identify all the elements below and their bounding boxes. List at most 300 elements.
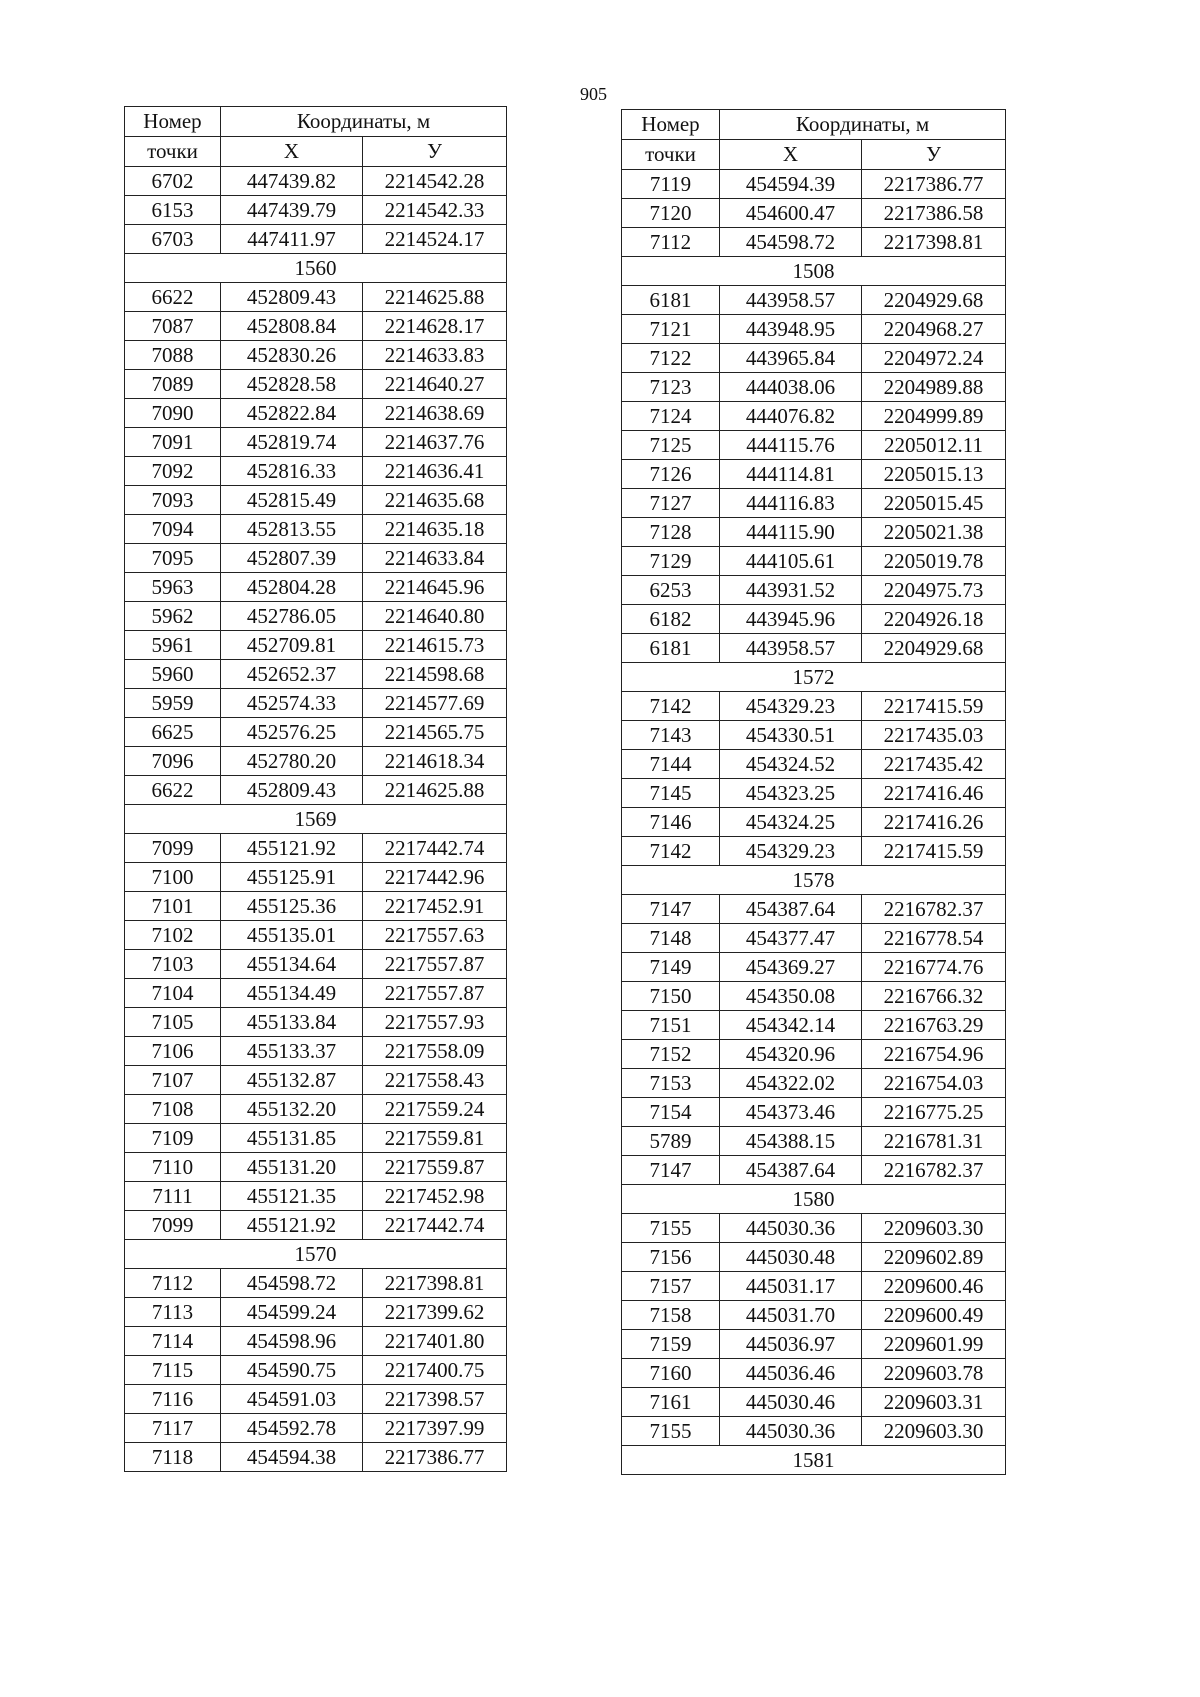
- y-coordinate-cell: 2209603.30: [862, 1214, 1006, 1243]
- table-row: [622, 895, 1006, 924]
- header-point-line1: Номер: [125, 107, 221, 137]
- point-number-cell: 6622: [125, 283, 221, 312]
- table-row: [125, 1443, 507, 1472]
- table-row: [125, 631, 507, 660]
- table-row: [622, 431, 1006, 460]
- point-number-cell: 6181: [622, 286, 720, 315]
- table-row: [622, 779, 1006, 808]
- coordinates-table-right: [621, 109, 1006, 1475]
- x-coordinate-cell: 455125.36: [221, 892, 363, 921]
- point-number-cell: 7091: [125, 428, 221, 457]
- y-coordinate-cell: 2217386.58: [862, 199, 1006, 228]
- y-coordinate-cell: 2205019.78: [862, 547, 1006, 576]
- x-coordinate-cell: 452807.39: [221, 544, 363, 573]
- y-coordinate-cell: 2216766.32: [862, 982, 1006, 1011]
- y-coordinate-cell: 2216778.54: [862, 924, 1006, 953]
- x-coordinate-cell: 454387.64: [720, 1156, 862, 1185]
- x-coordinate-cell: 454594.38: [221, 1443, 363, 1472]
- header-row: [622, 110, 1006, 140]
- point-number-cell: 6622: [125, 776, 221, 805]
- x-coordinate-cell: 454598.72: [720, 228, 862, 257]
- point-number-cell: 7112: [622, 228, 720, 257]
- x-coordinate-cell: 455133.84: [221, 1008, 363, 1037]
- x-coordinate-cell: 444105.61: [720, 547, 862, 576]
- table-row: [622, 1156, 1006, 1185]
- point-number-cell: 7110: [125, 1153, 221, 1182]
- table-row: [125, 225, 507, 254]
- table-row: [125, 515, 507, 544]
- y-coordinate-cell: 2204929.68: [862, 634, 1006, 663]
- point-number-cell: 7150: [622, 982, 720, 1011]
- x-coordinate-cell: 454324.25: [720, 808, 862, 837]
- point-number-cell: 7092: [125, 457, 221, 486]
- y-coordinate-cell: 2216774.76: [862, 953, 1006, 982]
- y-coordinate-cell: 2217415.59: [862, 837, 1006, 866]
- header-point-line1: Номер: [622, 110, 720, 140]
- table-row: [622, 1330, 1006, 1359]
- y-coordinate-cell: 2217397.99: [363, 1414, 507, 1443]
- header-x: X: [221, 137, 363, 167]
- section-number: 1570: [125, 1240, 507, 1269]
- point-number-cell: 7104: [125, 979, 221, 1008]
- section-row: [622, 1185, 1006, 1214]
- table-row: [125, 892, 507, 921]
- x-coordinate-cell: 454377.47: [720, 924, 862, 953]
- x-coordinate-cell: 452809.43: [221, 776, 363, 805]
- section-row: [622, 257, 1006, 286]
- x-coordinate-cell: 455132.20: [221, 1095, 363, 1124]
- point-number-cell: 7143: [622, 721, 720, 750]
- y-coordinate-cell: 2214524.17: [363, 225, 507, 254]
- x-coordinate-cell: 455132.87: [221, 1066, 363, 1095]
- y-coordinate-cell: 2204929.68: [862, 286, 1006, 315]
- point-number-cell: 5789: [622, 1127, 720, 1156]
- header-y: У: [862, 140, 1006, 170]
- y-coordinate-cell: 2216754.03: [862, 1069, 1006, 1098]
- table-row: [622, 199, 1006, 228]
- header-row: [125, 107, 507, 137]
- point-number-cell: 5963: [125, 573, 221, 602]
- y-coordinate-cell: 2217386.77: [363, 1443, 507, 1472]
- x-coordinate-cell: 452809.43: [221, 283, 363, 312]
- y-coordinate-cell: 2214635.18: [363, 515, 507, 544]
- point-number-cell: 7106: [125, 1037, 221, 1066]
- table-row: [125, 370, 507, 399]
- point-number-cell: 7099: [125, 1211, 221, 1240]
- table-row: [622, 576, 1006, 605]
- y-coordinate-cell: 2217559.81: [363, 1124, 507, 1153]
- point-number-cell: 7109: [125, 1124, 221, 1153]
- section-number: 1569: [125, 805, 507, 834]
- x-coordinate-cell: 454592.78: [221, 1414, 363, 1443]
- table-row: [125, 312, 507, 341]
- x-coordinate-cell: 443965.84: [720, 344, 862, 373]
- y-coordinate-cell: 2217416.26: [862, 808, 1006, 837]
- point-number-cell: 7100: [125, 863, 221, 892]
- table-row: [125, 747, 507, 776]
- x-coordinate-cell: 455121.92: [221, 834, 363, 863]
- point-number-cell: 7125: [622, 431, 720, 460]
- table-row: [622, 402, 1006, 431]
- point-number-cell: 7158: [622, 1301, 720, 1330]
- section-number: 1581: [622, 1446, 1006, 1475]
- x-coordinate-cell: 454600.47: [720, 199, 862, 228]
- y-coordinate-cell: 2217442.74: [363, 834, 507, 863]
- coordinates-table-left: [124, 106, 507, 1472]
- x-coordinate-cell: 454320.96: [720, 1040, 862, 1069]
- x-coordinate-cell: 454342.14: [720, 1011, 862, 1040]
- point-number-cell: 6253: [622, 576, 720, 605]
- x-coordinate-cell: 443945.96: [720, 605, 862, 634]
- y-coordinate-cell: 2209600.49: [862, 1301, 1006, 1330]
- table-row: [622, 1417, 1006, 1446]
- header-point-line2: точки: [622, 140, 720, 170]
- y-coordinate-cell: 2217400.75: [363, 1356, 507, 1385]
- y-coordinate-cell: 2214633.83: [363, 341, 507, 370]
- point-number-cell: 7128: [622, 518, 720, 547]
- table-row: [125, 1385, 507, 1414]
- section-row: [622, 866, 1006, 895]
- point-number-cell: 7108: [125, 1095, 221, 1124]
- y-coordinate-cell: 2217442.96: [363, 863, 507, 892]
- table-row: [622, 808, 1006, 837]
- y-coordinate-cell: 2217557.87: [363, 979, 507, 1008]
- y-coordinate-cell: 2217557.63: [363, 921, 507, 950]
- point-number-cell: 6702: [125, 167, 221, 196]
- y-coordinate-cell: 2217401.80: [363, 1327, 507, 1356]
- point-number-cell: 7087: [125, 312, 221, 341]
- y-coordinate-cell: 2216763.29: [862, 1011, 1006, 1040]
- y-coordinate-cell: 2204989.88: [862, 373, 1006, 402]
- table-row: [622, 228, 1006, 257]
- y-coordinate-cell: 2214565.75: [363, 718, 507, 747]
- y-coordinate-cell: 2217559.24: [363, 1095, 507, 1124]
- x-coordinate-cell: 445031.17: [720, 1272, 862, 1301]
- point-number-cell: 6181: [622, 634, 720, 663]
- y-coordinate-cell: 2214640.27: [363, 370, 507, 399]
- y-coordinate-cell: 2217399.62: [363, 1298, 507, 1327]
- point-number-cell: 7120: [622, 199, 720, 228]
- y-coordinate-cell: 2216782.37: [862, 895, 1006, 924]
- section-number: 1508: [622, 257, 1006, 286]
- y-coordinate-cell: 2217557.93: [363, 1008, 507, 1037]
- table-row: [622, 1272, 1006, 1301]
- x-coordinate-cell: 444115.76: [720, 431, 862, 460]
- point-number-cell: 7123: [622, 373, 720, 402]
- x-coordinate-cell: 454373.46: [720, 1098, 862, 1127]
- x-coordinate-cell: 447439.82: [221, 167, 363, 196]
- y-coordinate-cell: 2214628.17: [363, 312, 507, 341]
- table-row: [622, 1040, 1006, 1069]
- x-coordinate-cell: 445036.46: [720, 1359, 862, 1388]
- table-row: [125, 1095, 507, 1124]
- point-number-cell: 7142: [622, 837, 720, 866]
- x-coordinate-cell: 454591.03: [221, 1385, 363, 1414]
- point-number-cell: 7115: [125, 1356, 221, 1385]
- point-number-cell: 5961: [125, 631, 221, 660]
- x-coordinate-cell: 454590.75: [221, 1356, 363, 1385]
- y-coordinate-cell: 2214636.41: [363, 457, 507, 486]
- y-coordinate-cell: 2217386.77: [862, 170, 1006, 199]
- point-number-cell: 7099: [125, 834, 221, 863]
- table-row: [125, 1066, 507, 1095]
- y-coordinate-cell: 2209603.30: [862, 1417, 1006, 1446]
- table-row: [125, 1269, 507, 1298]
- y-coordinate-cell: 2217435.03: [862, 721, 1006, 750]
- section-row: [125, 1240, 507, 1269]
- table-row: [622, 1069, 1006, 1098]
- table-row: [125, 1356, 507, 1385]
- point-number-cell: 7160: [622, 1359, 720, 1388]
- table-row: [622, 1359, 1006, 1388]
- point-number-cell: 7119: [622, 170, 720, 199]
- header-y: У: [363, 137, 507, 167]
- header-row: [125, 137, 507, 167]
- x-coordinate-cell: 454598.72: [221, 1269, 363, 1298]
- point-number-cell: 7122: [622, 344, 720, 373]
- table-row: [622, 721, 1006, 750]
- point-number-cell: 7155: [622, 1214, 720, 1243]
- table-row: [125, 1153, 507, 1182]
- section-row: [622, 1446, 1006, 1475]
- y-coordinate-cell: 2214640.80: [363, 602, 507, 631]
- y-coordinate-cell: 2216782.37: [862, 1156, 1006, 1185]
- section-number: 1578: [622, 866, 1006, 895]
- table-row: [125, 428, 507, 457]
- point-number-cell: 7147: [622, 1156, 720, 1185]
- point-number-cell: 7090: [125, 399, 221, 428]
- y-coordinate-cell: 2217442.74: [363, 1211, 507, 1240]
- point-number-cell: 7127: [622, 489, 720, 518]
- point-number-cell: 7117: [125, 1414, 221, 1443]
- x-coordinate-cell: 443958.57: [720, 286, 862, 315]
- x-coordinate-cell: 444116.83: [720, 489, 862, 518]
- x-coordinate-cell: 452819.74: [221, 428, 363, 457]
- x-coordinate-cell: 454329.23: [720, 837, 862, 866]
- y-coordinate-cell: 2217435.42: [862, 750, 1006, 779]
- table-row: [622, 1243, 1006, 1272]
- table-row: [622, 489, 1006, 518]
- x-coordinate-cell: 452786.05: [221, 602, 363, 631]
- table-row: [622, 692, 1006, 721]
- x-coordinate-cell: 452830.26: [221, 341, 363, 370]
- header-coordinates: Координаты, м: [720, 110, 1006, 140]
- point-number-cell: 7112: [125, 1269, 221, 1298]
- point-number-cell: 7156: [622, 1243, 720, 1272]
- x-coordinate-cell: 452576.25: [221, 718, 363, 747]
- y-coordinate-cell: 2217558.43: [363, 1066, 507, 1095]
- x-coordinate-cell: 455134.64: [221, 950, 363, 979]
- table-row: [622, 170, 1006, 199]
- table-row: [125, 834, 507, 863]
- point-number-cell: 7088: [125, 341, 221, 370]
- y-coordinate-cell: 2209602.89: [862, 1243, 1006, 1272]
- point-number-cell: 7095: [125, 544, 221, 573]
- x-coordinate-cell: 444038.06: [720, 373, 862, 402]
- point-number-cell: 7102: [125, 921, 221, 950]
- table-row: [622, 460, 1006, 489]
- x-coordinate-cell: 454387.64: [720, 895, 862, 924]
- table-row: [622, 344, 1006, 373]
- y-coordinate-cell: 2216775.25: [862, 1098, 1006, 1127]
- y-coordinate-cell: 2204926.18: [862, 605, 1006, 634]
- table-row: [125, 399, 507, 428]
- point-number-cell: 6625: [125, 718, 221, 747]
- y-coordinate-cell: 2217452.91: [363, 892, 507, 921]
- point-number-cell: 7103: [125, 950, 221, 979]
- x-coordinate-cell: 452652.37: [221, 660, 363, 689]
- table-row: [622, 634, 1006, 663]
- y-coordinate-cell: 2214635.68: [363, 486, 507, 515]
- header-coordinates: Координаты, м: [221, 107, 507, 137]
- x-coordinate-cell: 447411.97: [221, 225, 363, 254]
- point-number-cell: 7111: [125, 1182, 221, 1211]
- y-coordinate-cell: 2205015.45: [862, 489, 1006, 518]
- table-row: [622, 750, 1006, 779]
- x-coordinate-cell: 454350.08: [720, 982, 862, 1011]
- x-coordinate-cell: 443958.57: [720, 634, 862, 663]
- point-number-cell: 5960: [125, 660, 221, 689]
- y-coordinate-cell: 2217398.81: [363, 1269, 507, 1298]
- y-coordinate-cell: 2214615.73: [363, 631, 507, 660]
- point-number-cell: 7101: [125, 892, 221, 921]
- table-row: [622, 1098, 1006, 1127]
- x-coordinate-cell: 455133.37: [221, 1037, 363, 1066]
- y-coordinate-cell: 2216754.96: [862, 1040, 1006, 1069]
- point-number-cell: 7149: [622, 953, 720, 982]
- x-coordinate-cell: 443948.95: [720, 315, 862, 344]
- table-row: [622, 1301, 1006, 1330]
- point-number-cell: 7146: [622, 808, 720, 837]
- x-coordinate-cell: 454594.39: [720, 170, 862, 199]
- y-coordinate-cell: 2214633.84: [363, 544, 507, 573]
- y-coordinate-cell: 2209600.46: [862, 1272, 1006, 1301]
- point-number-cell: 7151: [622, 1011, 720, 1040]
- table-row: [125, 1182, 507, 1211]
- x-coordinate-cell: 444076.82: [720, 402, 862, 431]
- table-row: [622, 953, 1006, 982]
- point-number-cell: 7124: [622, 402, 720, 431]
- point-number-cell: 7147: [622, 895, 720, 924]
- x-coordinate-cell: 445030.36: [720, 1214, 862, 1243]
- table-row: [622, 547, 1006, 576]
- x-coordinate-cell: 454324.52: [720, 750, 862, 779]
- point-number-cell: 7142: [622, 692, 720, 721]
- table-row: [125, 602, 507, 631]
- point-number-cell: 7113: [125, 1298, 221, 1327]
- y-coordinate-cell: 2214625.88: [363, 776, 507, 805]
- x-coordinate-cell: 454388.15: [720, 1127, 862, 1156]
- point-number-cell: 7153: [622, 1069, 720, 1098]
- y-coordinate-cell: 2205012.11: [862, 431, 1006, 460]
- y-coordinate-cell: 2217416.46: [862, 779, 1006, 808]
- table-row: [125, 1037, 507, 1066]
- table-row: [125, 863, 507, 892]
- point-number-cell: 6153: [125, 196, 221, 225]
- page-number: 905: [580, 84, 607, 104]
- y-coordinate-cell: 2209601.99: [862, 1330, 1006, 1359]
- x-coordinate-cell: 452813.55: [221, 515, 363, 544]
- table-body-left: [125, 167, 507, 1472]
- x-coordinate-cell: 452822.84: [221, 399, 363, 428]
- point-number-cell: 7154: [622, 1098, 720, 1127]
- table-row: [622, 837, 1006, 866]
- table-row: [622, 373, 1006, 402]
- table-row: [622, 1388, 1006, 1417]
- y-coordinate-cell: 2214625.88: [363, 283, 507, 312]
- x-coordinate-cell: 454322.02: [720, 1069, 862, 1098]
- point-number-cell: 7155: [622, 1417, 720, 1446]
- section-number: 1580: [622, 1185, 1006, 1214]
- point-number-cell: 7152: [622, 1040, 720, 1069]
- table-row: [125, 167, 507, 196]
- point-number-cell: 7159: [622, 1330, 720, 1359]
- y-coordinate-cell: 2214577.69: [363, 689, 507, 718]
- table-row: [125, 921, 507, 950]
- x-coordinate-cell: 455125.91: [221, 863, 363, 892]
- x-coordinate-cell: 454323.25: [720, 779, 862, 808]
- header-point-line2: точки: [125, 137, 221, 167]
- point-number-cell: 6703: [125, 225, 221, 254]
- x-coordinate-cell: 447439.79: [221, 196, 363, 225]
- y-coordinate-cell: 2217398.57: [363, 1385, 507, 1414]
- point-number-cell: 7118: [125, 1443, 221, 1472]
- table-row: [125, 283, 507, 312]
- table-row: [622, 315, 1006, 344]
- table-row: [622, 924, 1006, 953]
- section-number: 1572: [622, 663, 1006, 692]
- table-row: [125, 689, 507, 718]
- x-coordinate-cell: 455131.85: [221, 1124, 363, 1153]
- y-coordinate-cell: 2214598.68: [363, 660, 507, 689]
- x-coordinate-cell: 452709.81: [221, 631, 363, 660]
- y-coordinate-cell: 2214618.34: [363, 747, 507, 776]
- point-number-cell: 7107: [125, 1066, 221, 1095]
- y-coordinate-cell: 2204968.27: [862, 315, 1006, 344]
- y-coordinate-cell: 2214638.69: [363, 399, 507, 428]
- y-coordinate-cell: 2217557.87: [363, 950, 507, 979]
- table-row: [125, 486, 507, 515]
- table-row: [125, 1298, 507, 1327]
- section-number: 1560: [125, 254, 507, 283]
- x-coordinate-cell: 452574.33: [221, 689, 363, 718]
- y-coordinate-cell: 2216781.31: [862, 1127, 1006, 1156]
- table-row: [125, 1414, 507, 1443]
- y-coordinate-cell: 2205015.13: [862, 460, 1006, 489]
- table-row: [622, 1214, 1006, 1243]
- y-coordinate-cell: 2217558.09: [363, 1037, 507, 1066]
- point-number-cell: 5962: [125, 602, 221, 631]
- x-coordinate-cell: 445030.48: [720, 1243, 862, 1272]
- x-coordinate-cell: 452816.33: [221, 457, 363, 486]
- point-number-cell: 7145: [622, 779, 720, 808]
- x-coordinate-cell: 445030.36: [720, 1417, 862, 1446]
- point-number-cell: 7116: [125, 1385, 221, 1414]
- y-coordinate-cell: 2204975.73: [862, 576, 1006, 605]
- x-coordinate-cell: 455131.20: [221, 1153, 363, 1182]
- table-row: [125, 1327, 507, 1356]
- table-body-right: [622, 170, 1006, 1475]
- section-row: [622, 663, 1006, 692]
- y-coordinate-cell: 2217398.81: [862, 228, 1006, 257]
- point-number-cell: 7094: [125, 515, 221, 544]
- table-row: [125, 950, 507, 979]
- table-row: [125, 1008, 507, 1037]
- table-row: [125, 457, 507, 486]
- x-coordinate-cell: 454599.24: [221, 1298, 363, 1327]
- table-row: [622, 1127, 1006, 1156]
- x-coordinate-cell: 452815.49: [221, 486, 363, 515]
